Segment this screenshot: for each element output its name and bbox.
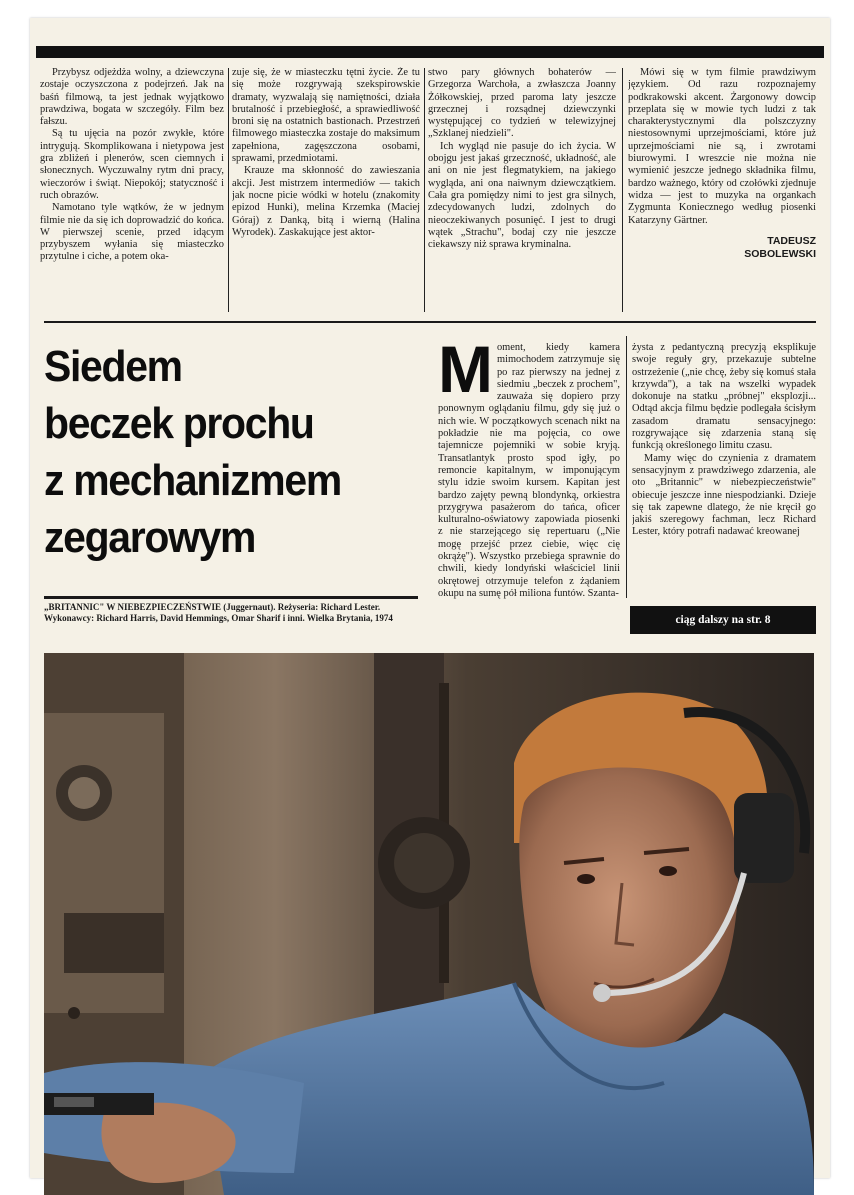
main-article-column-1 [438,342,620,647]
continued-on-page-box: ciąg dalszy na str. 8 [630,606,816,634]
column-divider [228,68,229,312]
paragraph: zuje się, że w miasteczku tętni życie. Że tu się może rozgrywają szekspirowskie dramaty, wyzwalają się namiętności, działa brutalność i przebiegłość, a sprawiedliwość broni się na ostatnich bastionach. Przestrzeń filmowego miasteczka zostaje do maksimum zapełniona, zagęszczona osobami, sprawami, przedmiotami. [232,67,420,165]
author-signature [628,235,816,261]
main-article-column-2 [632,342,816,598]
column-divider [424,68,425,312]
column-divider [622,68,623,312]
top-article-column-1 [40,67,224,312]
top-article-column-2 [232,67,420,312]
drop-cap: M [438,342,493,406]
paragraph: Mówi się w tym filmie prawdziwym językiem. Od razu rozpoznajemy podkrakowski akcent. Żargonowy dowcip przeplata się w mowie tych ludzi z tak charakterystycznymi dla polszczyzny niestosownymi uprzejmościami, które już uprzejmościami nie są, i zwrotami biurowymi. I wreszcie nie można nie wymienić jeszcze jednego składnika filmu, bardzo ważnego, który od czołówki zjednuje widza — jest to muzyka na organkach Zygmunta Koniecznego według piosenki Katarzyny Gärtner. [628,67,816,226]
paragraph: stwo pary głównych bohaterów — Grzegorza Warchoła, a zwłaszcza Joanny Żółkowskiej, przed paroma laty jeszcze grzecznej i rozsądnej dziewczynki występującej co tydzień w telewizyjnej „Szklanej niedzieli". [428,67,616,140]
headline-line: beczek prochu [44,399,314,448]
top-article-column-4 [628,67,816,312]
top-article-column-3 [428,67,616,312]
magazine-page [30,18,830,1178]
paragraph: Są tu ujęcia na pozór zwykłe, które intrygują. Skomplikowana i nietypowa jest gra zbliżeń i plenerów, scen ciemnych i słonecznych. Wyczuwalny rytm dni pracy, wieczorów i świąt. Niepokój; statyczność i ruch obrazów. [40,128,224,201]
headline-line: zegarowym [44,513,256,562]
author-last-name: SOBOLEWSKI [744,247,816,260]
author-first-name: TADEUSZ [767,234,816,247]
paragraph: Ich wygląd nie pasuje do ich życia. W obojgu jest jakaś grzeczność, układność, ale ani on nie jest flegmatykiem, na jakiego wygląda, ani ona naiwnym dziewczątkiem. Cała gra pomiędzy nimi to jest gra silnych, zdecydowanych ludzi, zdolnych do nieoczekiwanych posunięć. I jest to drugi wątek „Strachu", bodaj czy nie jeszcze ciekawszy niż sprawa kryminalna. [428,140,616,251]
film-still-illustration [44,653,814,1195]
headline-line: Siedem [44,342,182,391]
film-credits: „BRITANNIC" W NIEBEZPIECZEŃSTWIE (Juggernaut). Reżyseria: Richard Lester. Wykonawcy: Richard Harris, David Hemmings, Omar Sharif i inni. Wielka Brytania, 1974 [44,602,393,623]
section-divider [44,321,816,323]
paragraph: żysta z pedantyczną precyzją eksplikuje swoje reguły gry, przekazuje subtelne ostrzeżenie („nie chcę, żeby się komuś stała krzywda"), a tak na wszelki wypadek dokonuje na statku „próbnej" eksplozji... Odtąd akcja filmu będzie podlegała ścisłym zasadom dramatu sensacyjnego: rozgrywające się zdarzenia staną się funkcją określonego limitu czasu. [632,342,816,452]
film-still-photo [44,653,814,1195]
top-black-bar [36,46,824,58]
headline-line: z mechanizmem [44,456,341,505]
article-headline [44,338,416,566]
paragraph: Mamy więc do czynienia z dramatem sensacyjnym z prawdziwego zdarzenia, ale oto „Britannic" w niebezpieczeństwie" obiecuje jeszcze inne niespodzianki. Dzieje się tak zapewne dlatego, że nie kręcił go jakiś szeregowy fachman, lecz Richard Lester, który potrafi nadawać kreowanej [632,452,816,538]
credits-rule [44,596,418,599]
column-divider [626,336,627,598]
paragraph: oment, kiedy kamera mimochodem zatrzymuje się po raz pierwszy na jednej z siedmiu „beczek z prochem", zauważa się dopiero przy ponownym oglądaniu filmu, gdy się już o nich wie. W początkowych scenach nikt na pokładzie nie ma pojęcia, co owe tajemnicze pojemniki w sobie kryją. Transatlantyk prosto spod igły, po remoncie kapitalnym, w imponującym stylu idzie swoim kursem. Kapitan jest bardzo zajęty pewną blondynką, orkiestra przygrywa pasażerom do tańca, oficer kulturalno-oświatowy zapowiada piosenki z nie starzejącego się repertuaru („Nie mogę przejść przez ciebie, więc cię okrążę"). Wszystko przebiega sprawnie do chwili, kiedy londyński właściciel linii okrętowej otrzymuje telefon z żądaniem okupu na sumę pół miliona funtów. Szanta- [438,342,620,599]
paragraph: Przybysz odjeżdża wolny, a dziewczyna zostaje oczyszczona z podejrzeń. Jak na baśń filmową, ta jest jednak wyjątkowo prawdziwa, bogata w szczegóły. Film bez fałszu. [40,67,224,128]
paragraph: Krauze ma skłonność do zawieszania akcji. Jest mistrzem intermediów — takich jak nocne picie wódki w hotelu (znakomity epizod Hunki), melina Krzemka (Maciej Góraj) z Danką, bitą i wierną (Halina Wyrodek). Zaskakujące jest aktor- [232,165,420,238]
paragraph: Namotano tyle wątków, że w jednym filmie nie da się ich doprowadzić do końca. W pierwszej scenie, przed idącym przybyszem wyłania się miasteczko przytulne i ciche, a potem oka- [40,202,224,263]
